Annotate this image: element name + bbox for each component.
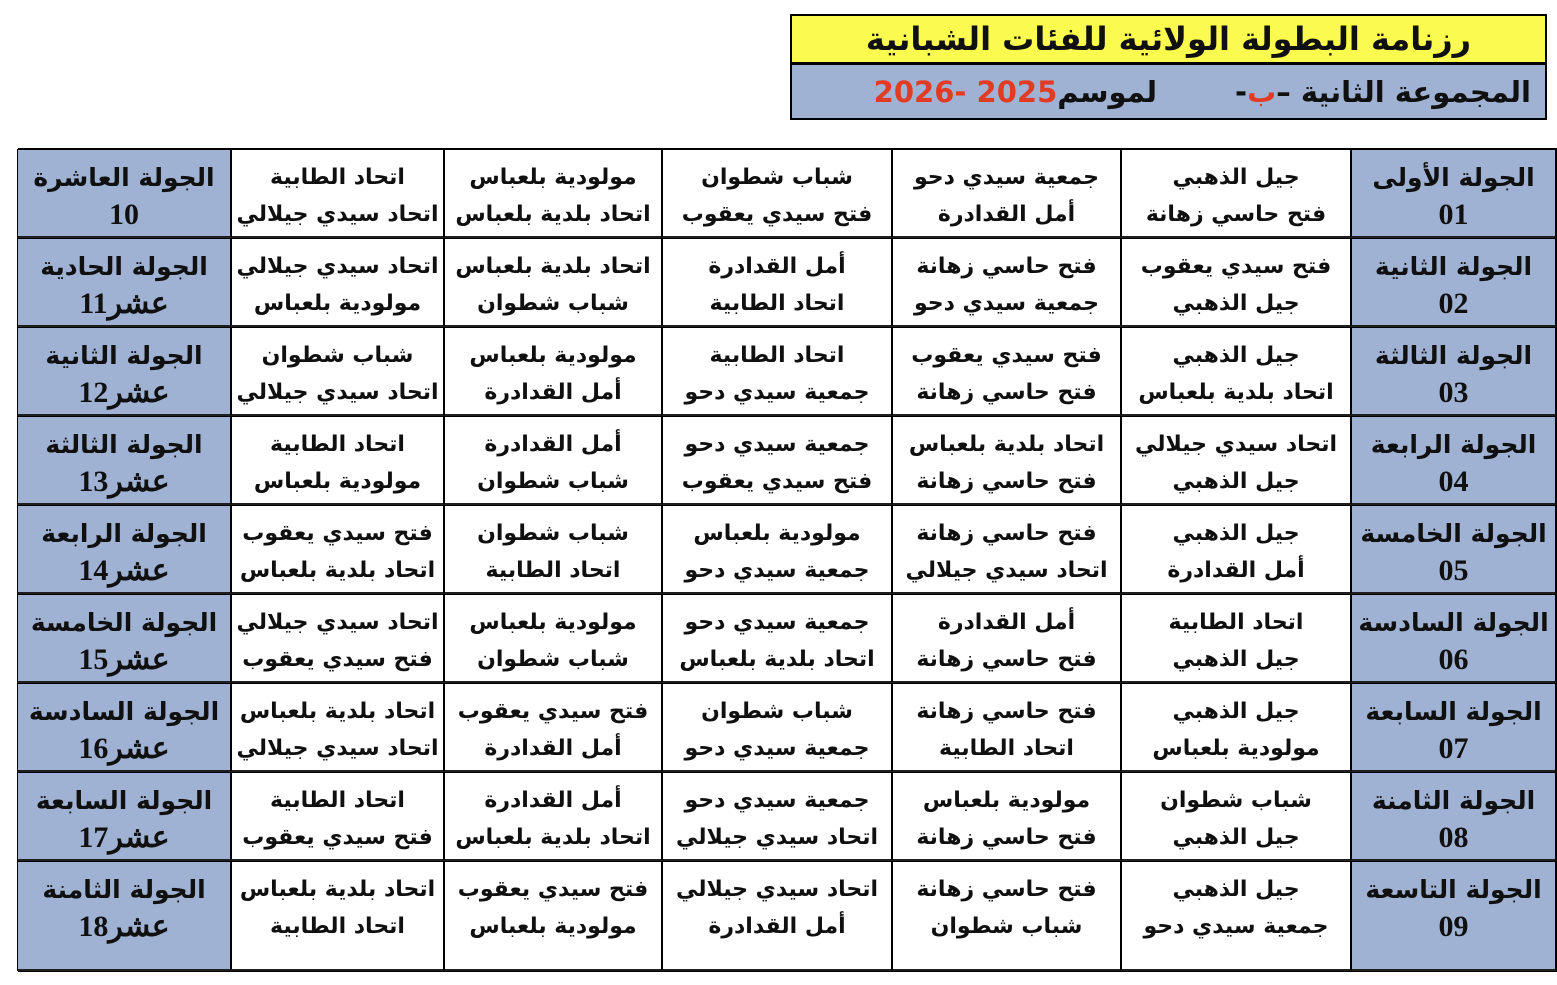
- home-team: اتحاد بلدية بلعباس: [908, 432, 1105, 457]
- round-number: 03: [1438, 376, 1469, 409]
- second-leg-number: عشر16: [78, 732, 170, 765]
- match-cell: [231, 683, 444, 772]
- away-team: اتحاد بلدية بلعباس: [455, 202, 651, 227]
- away-team: فتح حاسي زهانة: [916, 825, 1097, 850]
- second-leg-label: الجولة السادسة: [28, 697, 220, 726]
- away-team: اتحاد بلدية بلعباس: [679, 647, 875, 672]
- match-cell: [1121, 861, 1351, 971]
- home-team: مولودية بلعباس: [922, 788, 1091, 813]
- home-team: اتحاد الطابية: [270, 165, 405, 190]
- match-cell: [662, 772, 892, 861]
- away-team: جيل الذهبي: [1172, 291, 1300, 316]
- away-team: جمعية سيدي دحو: [684, 736, 870, 761]
- second-leg-number: عشر15: [78, 643, 170, 676]
- second-leg-label: الجولة الرابعة: [41, 519, 207, 548]
- season-range: 2025 -2026: [873, 74, 1058, 109]
- match-cell: [662, 861, 892, 971]
- round-number: 08: [1438, 821, 1469, 854]
- match-cell: [444, 683, 662, 772]
- away-team: جمعية سيدي دحو: [1143, 914, 1329, 939]
- home-team: اتحاد بلدية بلعباس: [239, 699, 436, 724]
- away-team: أمل القدادرة: [1167, 558, 1305, 583]
- group-season-box: [790, 63, 1547, 120]
- match-cell: [892, 683, 1121, 772]
- home-team: مولودية بلعباس: [693, 521, 861, 546]
- home-team: مولودية بلعباس: [469, 343, 637, 368]
- away-team: فتح حاسي زهانة: [1145, 202, 1327, 227]
- match-cell: [444, 416, 662, 505]
- round-cell: [1351, 238, 1556, 327]
- round-number: 06: [1438, 643, 1469, 676]
- match-cell: [662, 505, 892, 594]
- away-team: شباب شطوان: [477, 647, 629, 672]
- round-number: 05: [1438, 554, 1469, 587]
- home-team: اتحاد سيدي جيلالي: [1134, 432, 1338, 457]
- match-cell: [231, 594, 444, 683]
- document-title-box: [790, 14, 1547, 64]
- round-number: 01: [1438, 198, 1469, 231]
- round-label: الجولة الأولى: [1372, 163, 1535, 192]
- match-cell: [1121, 149, 1351, 238]
- second-leg-label: الجولة الثالثة: [45, 430, 203, 459]
- home-team: فتح حاسي زهانة: [916, 254, 1097, 279]
- second-leg-number: عشر12: [78, 376, 170, 409]
- away-team: فتح سيدي يعقوب: [242, 647, 433, 672]
- round-cell: [1351, 505, 1556, 594]
- match-cell: [1121, 683, 1351, 772]
- away-team: اتحاد سيدي جيلالي: [236, 380, 439, 405]
- home-team: فتح سيدي يعقوب: [911, 343, 1102, 368]
- away-team: أمل القدادرة: [484, 736, 622, 761]
- second-leg-number: عشر14: [78, 554, 170, 587]
- match-cell: [231, 416, 444, 505]
- match-cell: [1121, 327, 1351, 416]
- away-team: جيل الذهبي: [1172, 825, 1300, 850]
- home-team: جيل الذهبي: [1172, 521, 1300, 546]
- match-cell: [662, 594, 892, 683]
- away-team: جيل الذهبي: [1172, 469, 1300, 494]
- home-team: اتحاد الطابية: [709, 343, 845, 368]
- second-leg-label: الجولة الثانية: [45, 341, 203, 370]
- away-team: شباب شطوان: [477, 469, 629, 494]
- away-team: اتحاد سيدي جيلالي: [236, 736, 439, 761]
- home-team: فتح حاسي زهانة: [916, 699, 1097, 724]
- away-team: فتح سيدي يعقوب: [681, 202, 873, 227]
- second-leg-number: عشر13: [78, 465, 170, 498]
- schedule-table: [18, 148, 1557, 972]
- away-team: أمل القدادرة: [484, 380, 622, 405]
- away-team: مولودية بلعباس: [469, 914, 637, 939]
- away-team: مولودية بلعباس: [253, 469, 422, 494]
- home-team: أمل القدادرة: [937, 610, 1076, 635]
- match-cell: [1121, 505, 1351, 594]
- match-cell: [892, 416, 1121, 505]
- round-label: الجولة الثامنة: [1371, 786, 1536, 815]
- match-cell: [662, 327, 892, 416]
- home-team: اتحاد بلدية بلعباس: [239, 877, 436, 902]
- home-team: اتحاد بلدية بلعباس: [455, 254, 651, 279]
- match-cell: [892, 594, 1121, 683]
- home-team: اتحاد الطابية: [1168, 610, 1304, 635]
- match-cell: [892, 505, 1121, 594]
- round-label: الجولة التاسعة: [1365, 875, 1542, 904]
- home-team: جمعية سيدي دحو: [684, 610, 870, 635]
- match-cell: [1121, 594, 1351, 683]
- home-team: فتح سيدي يعقوب: [242, 521, 433, 546]
- away-team: شباب شطوان: [477, 291, 629, 316]
- second-leg-number: عشر17: [78, 821, 170, 854]
- second-leg-number: عشر18: [78, 910, 170, 943]
- away-team: أمل القدادرة: [708, 914, 846, 939]
- home-team: فتح سيدي يعقوب: [457, 877, 649, 902]
- round-number: 04: [1438, 465, 1469, 498]
- away-team: جمعية سيدي دحو: [684, 558, 870, 583]
- second-leg-label: الجولة الخامسة: [30, 608, 218, 637]
- home-team: جيل الذهبي: [1172, 343, 1300, 368]
- match-cell: [662, 149, 892, 238]
- second-leg-label: الجولة الحادية: [40, 252, 208, 281]
- home-team: أمل القدادرة: [708, 254, 846, 279]
- home-team: اتحاد سيدي جيلالي: [236, 254, 439, 279]
- away-team: جمعية سيدي دحو: [684, 380, 870, 405]
- match-cell: [444, 149, 662, 238]
- home-team: شباب شطوان: [261, 343, 414, 368]
- away-team: اتحاد الطابية: [709, 291, 845, 316]
- match-cell: [662, 238, 892, 327]
- second-leg-cell: [17, 416, 231, 505]
- home-team: فتح حاسي زهانة: [916, 521, 1097, 546]
- home-team: جيل الذهبي: [1172, 699, 1300, 724]
- home-team: فتح حاسي زهانة: [916, 877, 1097, 902]
- match-cell: [892, 238, 1121, 327]
- away-team: جيل الذهبي: [1172, 647, 1300, 672]
- document-title: رزنامة البطولة الولائية للفئات الشبانية: [865, 20, 1472, 58]
- match-cell: [444, 772, 662, 861]
- home-team: شباب شطوان: [1160, 788, 1312, 813]
- match-cell: [444, 505, 662, 594]
- home-team: أمل القدادرة: [484, 432, 622, 457]
- match-cell: [1121, 416, 1351, 505]
- group-letter: ب: [1247, 74, 1277, 109]
- home-team: شباب شطوان: [701, 699, 853, 724]
- round-label: الجولة الثالثة: [1374, 341, 1533, 370]
- round-cell: [1351, 594, 1556, 683]
- away-team: اتحاد بلدية بلعباس: [455, 825, 651, 850]
- second-leg-cell: [17, 594, 231, 683]
- second-leg-number: عشر11: [79, 287, 169, 320]
- away-team: فتح حاسي زهانة: [916, 380, 1097, 405]
- match-cell: [444, 238, 662, 327]
- home-team: اتحاد الطابية: [270, 788, 405, 813]
- match-cell: [231, 327, 444, 416]
- away-team: فتح سيدي يعقوب: [681, 469, 873, 494]
- away-team: اتحاد سيدي جيلالي: [675, 825, 879, 850]
- round-label: الجولة السادسة: [1358, 608, 1549, 637]
- match-cell: [892, 149, 1121, 238]
- home-team: مولودية بلعباس: [469, 165, 637, 190]
- away-team: مولودية بلعباس: [253, 291, 422, 316]
- home-team: اتحاد الطابية: [270, 432, 405, 457]
- round-label: الجولة الخامسة: [1360, 519, 1547, 548]
- home-team: مولودية بلعباس: [469, 610, 637, 635]
- round-number: 09: [1438, 910, 1469, 943]
- second-leg-cell: [17, 683, 231, 772]
- home-team: اتحاد سيدي جيلالي: [236, 610, 439, 635]
- home-team: فتح سيدي يعقوب: [1140, 254, 1332, 279]
- second-leg-cell: [17, 861, 231, 971]
- home-team: شباب شطوان: [701, 165, 853, 190]
- away-team: اتحاد سيدي جيلالي: [236, 202, 439, 227]
- match-cell: [231, 861, 444, 971]
- second-leg-label: الجولة العاشرة: [33, 163, 215, 192]
- away-team: اتحاد بلدية بلعباس: [1138, 380, 1334, 405]
- match-cell: [231, 238, 444, 327]
- home-team: جمعية سيدي دحو: [684, 788, 870, 813]
- home-team: جمعية سيدي دحو: [913, 165, 1100, 190]
- second-leg-number: 10: [109, 198, 139, 231]
- match-cell: [892, 861, 1121, 971]
- round-label: الجولة السابعة: [1365, 697, 1542, 726]
- round-cell: [1351, 416, 1556, 505]
- second-leg-cell: [17, 772, 231, 861]
- round-cell: [1351, 861, 1556, 971]
- home-team: جيل الذهبي: [1172, 165, 1300, 190]
- second-leg-label: الجولة الثامنة: [42, 875, 206, 904]
- match-cell: [1121, 238, 1351, 327]
- round-cell: [1351, 683, 1556, 772]
- round-label: الجولة الرابعة: [1370, 430, 1537, 459]
- away-team: اتحاد الطابية: [270, 914, 405, 939]
- group-label: المجموعة الثانية –: [1276, 74, 1531, 109]
- home-team: جيل الذهبي: [1172, 877, 1300, 902]
- round-cell: [1351, 772, 1556, 861]
- away-team: أمل القدادرة: [937, 202, 1076, 227]
- round-cell: [1351, 327, 1556, 416]
- home-team: اتحاد سيدي جيلالي: [675, 877, 879, 902]
- match-cell: [444, 594, 662, 683]
- match-cell: [231, 505, 444, 594]
- away-team: مولودية بلعباس: [1152, 736, 1320, 761]
- away-team: شباب شطوان: [930, 914, 1083, 939]
- away-team: فتح سيدي يعقوب: [242, 825, 433, 850]
- match-cell: [892, 772, 1121, 861]
- away-team: اتحاد بلدية بلعباس: [239, 558, 436, 583]
- away-team: اتحاد سيدي جيلالي: [905, 558, 1108, 583]
- match-cell: [1121, 772, 1351, 861]
- away-team: اتحاد الطابية: [939, 736, 1074, 761]
- group-dash: -: [1235, 74, 1248, 109]
- home-team: جمعية سيدي دحو: [684, 432, 870, 457]
- away-team: فتح حاسي زهانة: [916, 469, 1097, 494]
- round-number: 07: [1438, 732, 1469, 765]
- match-cell: [662, 683, 892, 772]
- away-team: جمعية سيدي دحو: [913, 291, 1100, 316]
- round-label: الجولة الثانية: [1374, 252, 1533, 281]
- away-team: فتح حاسي زهانة: [916, 647, 1097, 672]
- second-leg-cell: [17, 327, 231, 416]
- round-cell: [1351, 149, 1556, 238]
- home-team: فتح سيدي يعقوب: [457, 699, 649, 724]
- second-leg-cell: [17, 238, 231, 327]
- season-label: لموسم: [1057, 74, 1158, 109]
- home-team: شباب شطوان: [477, 521, 629, 546]
- match-cell: [444, 327, 662, 416]
- round-number: 02: [1438, 287, 1469, 320]
- away-team: اتحاد الطابية: [485, 558, 621, 583]
- second-leg-cell: [17, 149, 231, 238]
- match-cell: [892, 327, 1121, 416]
- home-team: أمل القدادرة: [484, 788, 622, 813]
- match-cell: [444, 861, 662, 971]
- match-cell: [231, 149, 444, 238]
- match-cell: [662, 416, 892, 505]
- match-cell: [231, 772, 444, 861]
- second-leg-cell: [17, 505, 231, 594]
- second-leg-label: الجولة السابعة: [35, 786, 213, 815]
